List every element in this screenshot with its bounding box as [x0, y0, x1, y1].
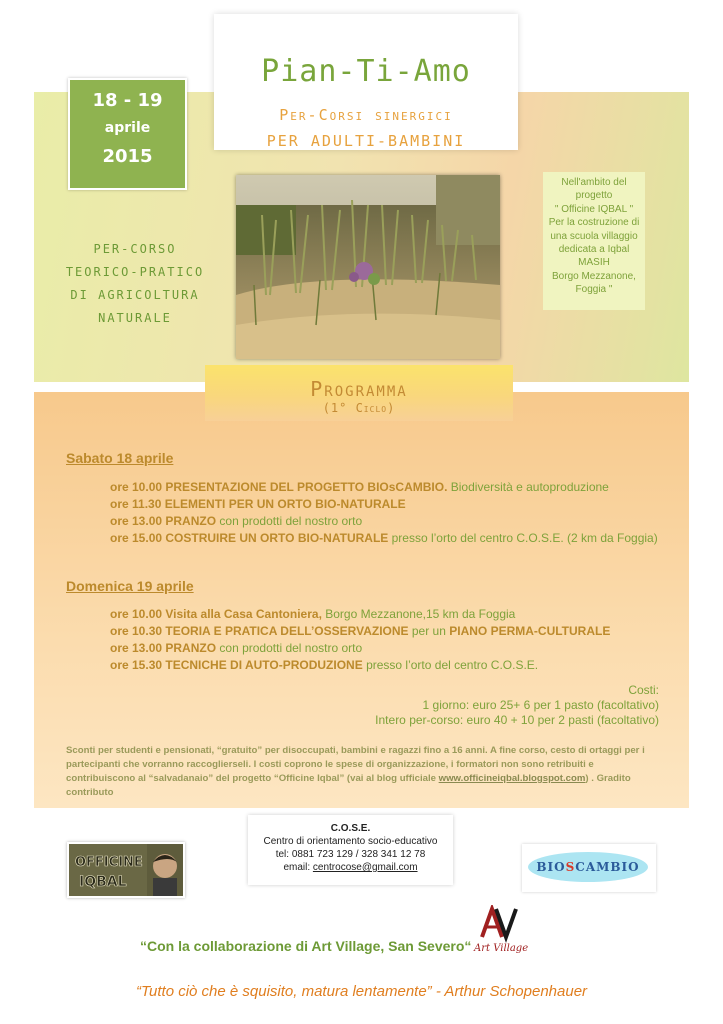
project-info-line: Nell'ambito del [561, 177, 627, 188]
course-label-line: PER-CORSO [93, 242, 177, 256]
programma-heading-box [205, 365, 513, 421]
garden-photo [236, 175, 500, 359]
svg-text:Art Village: Art Village [474, 943, 529, 954]
officine-iqbal-logo [67, 842, 185, 898]
schedule-time: ore 13.00 [110, 514, 163, 528]
contact-email-line [248, 861, 453, 874]
contact-info [248, 822, 453, 874]
sunday-heading: Domenica 19 aprile [66, 578, 194, 594]
course-label [40, 238, 230, 330]
project-info-text [543, 176, 645, 297]
project-info-line: progetto [575, 190, 613, 202]
schedule-row [110, 607, 515, 622]
event-subtitle-line1: Per-Corsi sinergici [279, 106, 453, 124]
project-info-line: " Officine IQBAL " [554, 203, 634, 215]
programma-subtitle: (1° Ciclo) [322, 401, 396, 415]
course-label-line: TEORICO-PRATICO [65, 265, 205, 279]
schedule-time: ore 15.00 [110, 531, 163, 545]
garden-photo-image [236, 175, 500, 359]
schedule-activity: ELEMENTI PER UN ORTO BIO-NATURALE [164, 497, 406, 511]
event-title: Pian-Ti-Amo [261, 54, 471, 89]
bioscambio-logo-badge [528, 852, 648, 882]
art-village-logo-image [468, 905, 548, 955]
project-info-line: dedicata a Iqbal [558, 244, 630, 256]
schedule-row [110, 531, 658, 546]
schedule-activity-2: PIANO PERMA-CULTURALE [449, 624, 611, 638]
schedule-activity: TECNICHE DI AUTO-PRODUZIONE [165, 658, 363, 672]
project-info-line: Per la costruzione di [548, 217, 640, 229]
contact-email-label: email: [283, 862, 313, 873]
contact-phone: tel: 0881 723 129 / 328 341 12 78 [275, 849, 426, 860]
art-village-logo [468, 905, 548, 955]
schedule-row [110, 497, 406, 512]
schedule-detail: presso l’orto del centro C.O.S.E. (2 km da Foggia) [388, 531, 658, 545]
logo-right-text-pre: BIO [536, 860, 566, 874]
schedule-time: ore 10.30 [110, 624, 163, 638]
course-label-line: DI AGRICOLTURA [70, 288, 200, 302]
title-box [214, 14, 518, 150]
contact-description: Centro di orientamento socio-educativo [263, 836, 438, 847]
date-month: aprile [104, 120, 151, 136]
notes-text: ) . Gradito contributo [66, 773, 631, 798]
schedule-row [110, 480, 609, 495]
logo-right-text-s: S [565, 860, 576, 874]
blog-link[interactable]: www.officineiqbal.blogspot.com [438, 773, 586, 784]
schedule-time: ore 10.00 [110, 480, 163, 494]
contact-email[interactable]: centrocose@gmail.com [312, 862, 418, 873]
logo-left-text: OFFICINE [75, 855, 143, 870]
schedule-row [110, 641, 362, 656]
saturday-heading: Sabato 18 aprile [66, 450, 174, 466]
event-subtitle-line2: PER ADULTI-BAMBINI [266, 132, 466, 150]
costs-block [375, 683, 659, 728]
schedule-detail: Borgo Mezzanone,15 km da Foggia [321, 607, 516, 621]
schedule-row [110, 624, 610, 639]
schedule-detail: con prodotti del nostro orto [216, 641, 363, 655]
contact-name: C.O.S.E. [330, 823, 371, 834]
bioscambio-logo [522, 844, 656, 892]
schedule-detail: per un [408, 624, 450, 638]
notes-paragraph [66, 744, 664, 800]
date-badge [68, 78, 187, 190]
schedule-activity: COSTRUIRE UN ORTO BIO-NATURALE [165, 531, 389, 545]
svg-text:IQBAL: IQBAL [79, 874, 127, 890]
schedule-activity: Visita alla Casa Cantoniera, [165, 607, 322, 621]
schedule-activity: TEORIA E PRATICA DELL’OSSERVAZIONE [165, 624, 409, 638]
project-info-line: MASIH [578, 257, 610, 269]
schedule-time: ore 11.30 [110, 497, 162, 511]
schedule-detail: con prodotti del nostro orto [216, 514, 363, 528]
date-days: 18 - 19 [92, 90, 163, 111]
schedule-activity: PRANZO [165, 641, 217, 655]
schedule-detail: presso l’orto del centro C.O.S.E. [362, 658, 539, 672]
schedule-time: ore 10.00 [110, 607, 163, 621]
schedule-row [110, 658, 538, 673]
programma-title: Programma [310, 377, 408, 401]
date-year: 2015 [102, 146, 153, 167]
costs-line: Intero per-corso: euro 40 + 10 per 2 pasti (facoltativo) [375, 713, 659, 727]
schedule-time: ore 13.00 [110, 641, 163, 655]
logo-right-text-post: CAMBIO [575, 860, 640, 874]
course-label-line: NATURALE [98, 311, 172, 325]
schedule-row [110, 514, 362, 529]
project-info-line: Foggia " [575, 284, 613, 296]
schedule-activity: PRANZO [165, 514, 217, 528]
project-info-line: una scuola villaggio [550, 230, 638, 242]
collaboration-text: “Con la collaborazione di Art Village, San Severo“ [140, 938, 472, 954]
project-info-line: Borgo Mezzanone, [552, 270, 636, 282]
closing-quote: “Tutto ciò che è squisito, matura lentamente” - Arthur Schopenhauer [135, 983, 588, 1000]
schedule-time: ore 15.30 [110, 658, 163, 672]
costs-line: 1 giorno: euro 25+ 6 per 1 pasto (facoltativo) [422, 698, 659, 712]
costs-label: Costi: [628, 683, 659, 697]
notes-text: Sconti per studenti e pensionati, “gratuito” per disoccupati, bambini e ragazzi fino a 16 anni. A fine corso, cesto di ortaggi per i partecipanti che vorranno raccoglierseli. I costi coprono le spese di organizzazione, i formatori non sono retribuiti e contribuiscono al “salvadanaio” del progetto “Officine Iqbal” (vai al blog ufficiale [66, 745, 645, 784]
schedule-detail: Biodiversità e autoproduzione [447, 480, 609, 494]
schedule-activity: PRESENTAZIONE DEL PROGETTO BIOsCAMBIO. [165, 480, 448, 494]
officine-iqbal-logo-image [69, 844, 183, 896]
